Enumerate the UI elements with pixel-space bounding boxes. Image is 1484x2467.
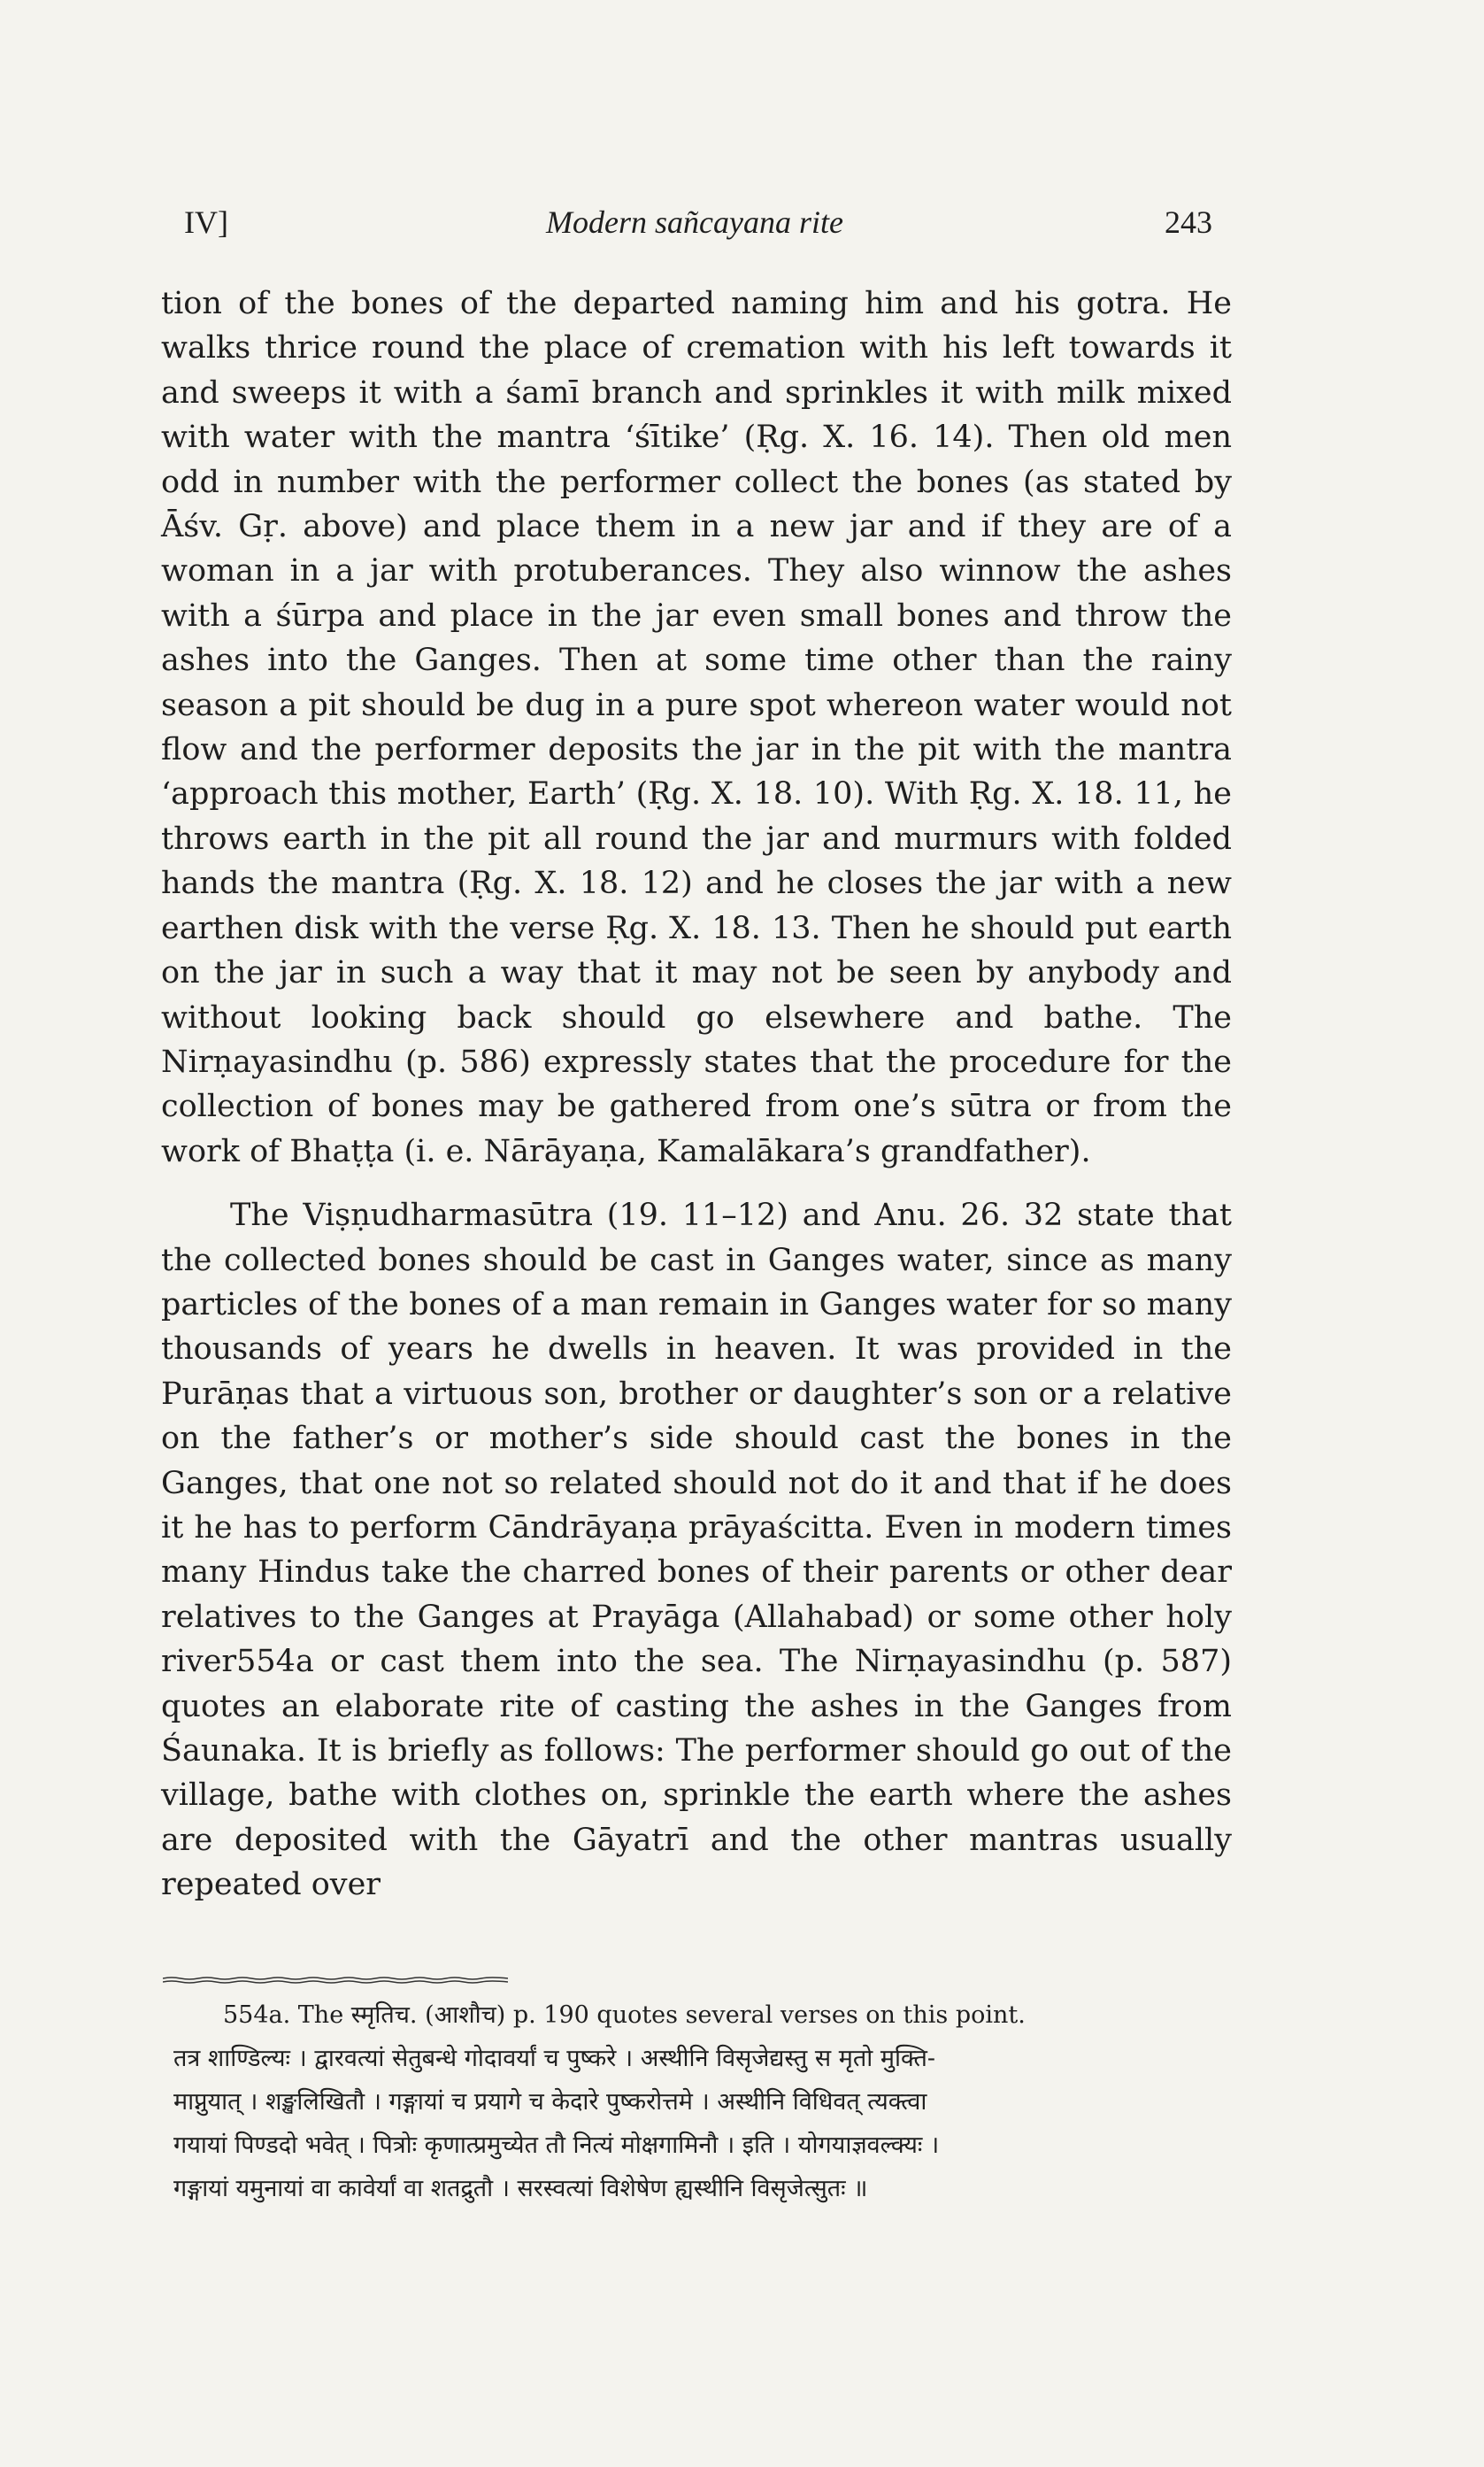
paragraph: tion of the bones of the departed naming him and his gotra. He walks thrice round the place of cremation with his left towards it and sweeps it with a śamī branch and sprinkles it with milk mixed with water with the mantra ‘śītike’ (Ṛg. X. 16. 14). Then old men odd in number with the performer collect the bones (as stated by Āśv. Gṛ. above) and place them in a new jar and if they are of a woman in a jar with protuberances. They also winnow the ashes with a śūrpa and place in the jar even small bones and throw the ashes into the Ganges. Then at some time other than the rainy season a pit should be dug in a pure spot whereon water would not flow and the performer deposits the jar in the pit with the mantra ‘approach this mother, Earth’ (Ṛg. X. 18. 10). With Ṛg. X. 18. 11, he throws earth in the pit all round the jar and murmurs with folded hands the mantra (Ṛg. X. 18. 12) and he closes the jar with a new earthen disk with the verse Ṛg. X. 18. 13. Then he should put earth on the jar in such a way that it may not be seen by anybody and without looking back should go elsewhere and bathe. The Nirṇayasindhu (p. 586) expressly states that the procedure for the collection of bones may be gathered from one’s sūtra or from the work of Bhaṭṭa (i. e. Nārāyaṇa, Kamalākara’s grandfather). [161, 286, 1232, 1169]
running-title: Modern sañcayana rite [546, 204, 843, 240]
footnote-line: माप्नुयात् । शङ्खलिखितौ । गङ्गायां च प्रयागे च केदारे पुष्करोत्तमे । अस्थीनि विधिवत् त्यक्त्वा [173, 2088, 927, 2116]
footnote-separator-rule [163, 1976, 508, 1985]
footnote-line: तत्र शाण्डिल्यः । द्वारवत्यां सेतुबन्धे गोदावर्यां च पुष्करे । अस्थीनि विसृजेद्यस्तु स मृतो मुक्ति- [173, 2045, 935, 2072]
footnote-554a [173, 1993, 1232, 2210]
footnote-line: गङ्गायां यमुनायां वा कावेर्यां वा शतद्रुतौ । सरस्वत्यां विशेषेण ह्यस्थीनि विसृजेत्सुतः ॥ [173, 2175, 868, 2202]
footnote-line: गयायां पिण्डदो भवेत् । पित्रोः कृणात्प्रमुच्येत तौ नित्यं मोक्षगामिनौ । इति । योगयाज्ञवल्क्यः । [173, 2132, 940, 2159]
running-header [159, 197, 1230, 250]
chapter-marker: IV] [184, 204, 228, 240]
paragraph: The Viṣṇudharmasūtra (19. 11–12) and Anu. 26. 32 state that the collected bones should be cast in Ganges water, since as many particles of the bones of a man remain in Ganges water for so many thousands of years he dwells in heaven. It was provided in the Purāṇas that a virtuous son, brother or daughter’s son or a relative on the father’s or mother’s side should cast the bones in the Ganges, that one not so related should not do it and that if he does it he has to perform Cāndrāyaṇa prāyaścitta. Even in modern times many Hindus take the charred bones of their parents or other dear relatives to the Ganges at Prayāga (Allahabad) or some other holy river554a or cast them into the sea. The Nirṇayasindhu (p. 587) quotes an elaborate rite of casting the ashes in the Ganges from Śaunaka. It is briefly as follows: The performer should go out of the village, bathe with clothes on, sprinkle the earth where the ashes are deposited with the Gāyatrī and the other mantras usually repeated over [161, 1198, 1232, 1903]
page-number: 243 [1165, 204, 1212, 240]
main-text [161, 281, 1232, 1908]
footnote-line: 554a. The स्मृतिच. (आशौच) p. 190 quotes several verses on this point. [223, 2001, 1026, 2029]
